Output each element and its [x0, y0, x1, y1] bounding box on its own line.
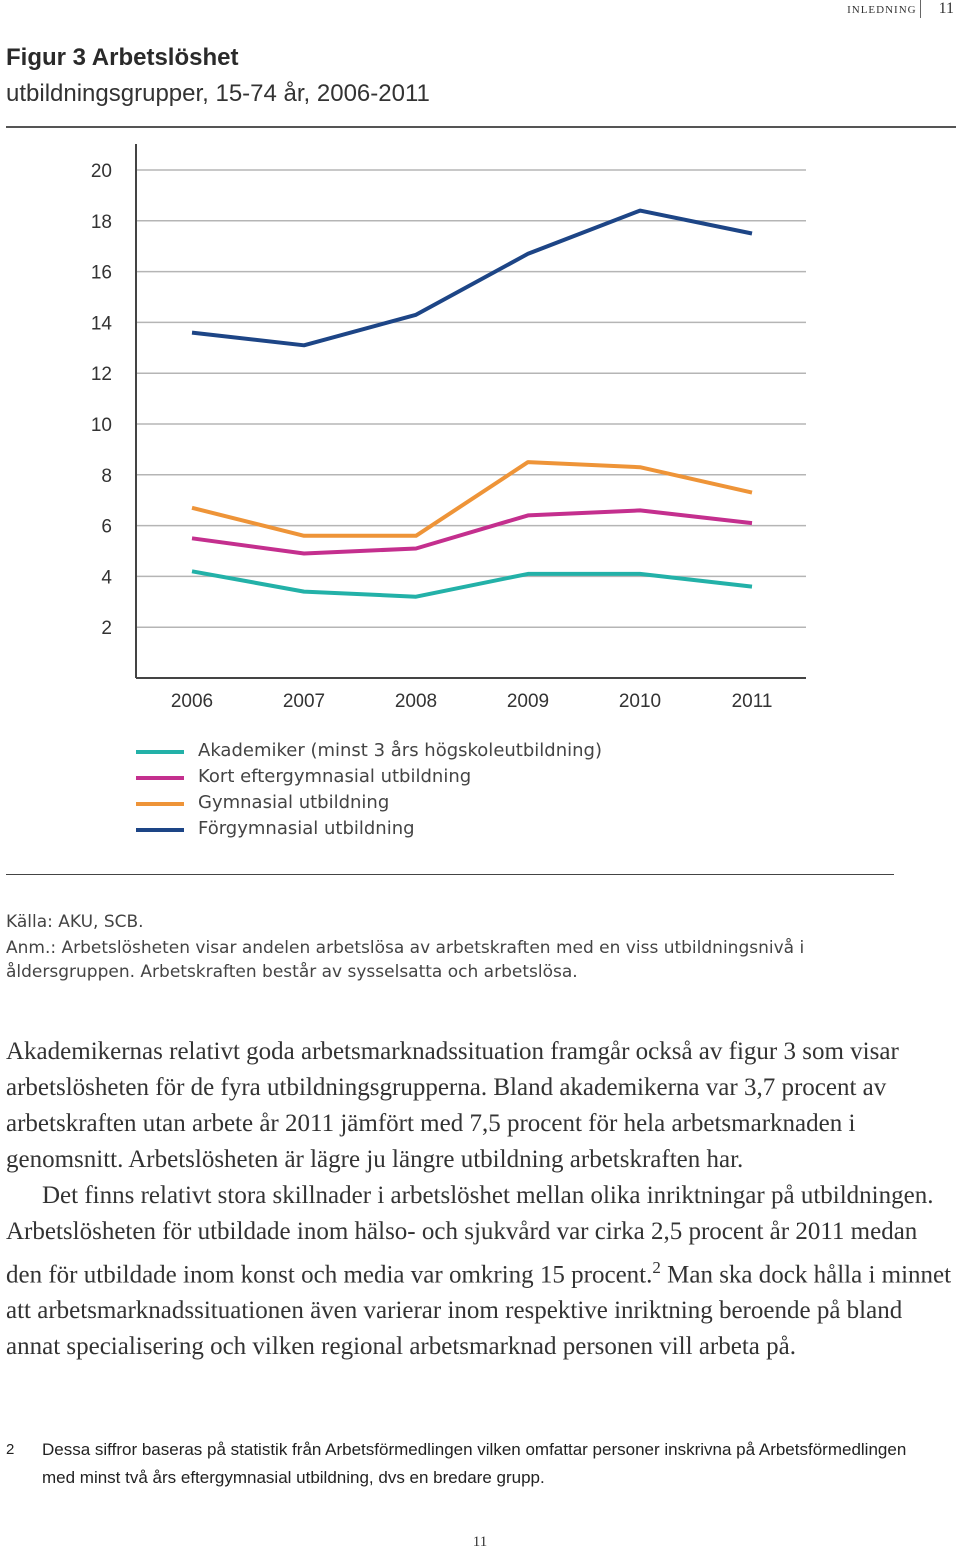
figure-bottom-rule: [6, 874, 894, 875]
legend-swatch-forgymnasial: [136, 828, 184, 832]
x-axis-ticks: [171, 691, 773, 712]
footnote-text: Dessa siffror baseras på statistik från Arbetsförmedlingen vilken omfattar personer inskrivna på Arbetsförmedlingen med minst två års eftergymnasial utbildning, dvs en bredare grupp.: [42, 1440, 907, 1487]
x-tick-label-2010: 2010: [618, 691, 662, 712]
y-tick-label-2: 2: [101, 618, 112, 640]
y-tick-label-10: 10: [90, 415, 112, 436]
series-line-akademiker: [192, 571, 752, 596]
running-header: [847, 0, 960, 18]
page-number: 11: [472, 1534, 488, 1550]
note-text: : Arbetslösheten visar andelen arbetslösa av arbetskraften med en viss utbildningsnivå i åldersgruppen. Arbetskraften består av sysselsatta och arbetslösa.: [6, 938, 805, 982]
y-tick-label-8: 8: [101, 465, 112, 487]
legend-label-forgymnasial: Förgymnasial utbildning: [198, 818, 415, 839]
y-tick-label-4: 4: [101, 567, 112, 589]
chart-gridlines: [136, 170, 806, 627]
legend-label-kort-eftergymnasial: Kort eftergymnasial utbildning: [198, 766, 472, 787]
y-axis-ticks: [91, 161, 113, 639]
x-tick-label-2006: 2006: [170, 691, 214, 712]
x-tick-label-2007: 2007: [282, 691, 326, 712]
header-divider: [920, 0, 921, 18]
figure-title: Figur 3 Arbetslöshet: [6, 44, 239, 71]
body-text: [6, 1034, 956, 1365]
x-tick-label-2011: 2011: [731, 691, 773, 712]
body-paragraph-2-start: Det finns relativt stora skillnader i arbetslöshet mellan olika inriktningar på utbildningen. Arbetslösheten för utbildade inom hälso- och sjukvård var cirka 2,5 procent år 2011 medan den för utbildade inom konst och media var omkring 15 procent.: [6, 1182, 934, 1289]
y-tick-label-18: 18: [90, 211, 112, 233]
y-tick-label-12: 12: [90, 364, 112, 386]
x-tick-label-2008: 2008: [394, 691, 438, 712]
body-paragraph-1: Akademikernas relativt goda arbetsmarknadssituation framgår också av figur 3 som visar arbetslösheten för de fyra utbildningsgrupperna. Bland akademikerna var 3,7 procent av arbetskraften utan arbete år 2011 jämfört med 7,5 procent för hela arbetsmarknaden i genomsnitt. Arbetslösheten är lägre ju längre utbildning arbetskraften har.: [6, 1038, 899, 1173]
body-paragraph-2: [6, 1178, 956, 1365]
legend-label-gymnasial: Gymnasial utbildning: [198, 792, 390, 813]
figure-source: Källa: AKU, SCB.: [6, 912, 144, 932]
y-tick-label-20: 20: [90, 161, 112, 182]
figure-subtitle: utbildningsgrupper, 15-74 år, 2006-2011: [6, 80, 430, 107]
legend-swatch-akademiker: [136, 750, 184, 754]
running-header-page: 11: [938, 0, 954, 17]
figure-note: [6, 936, 886, 984]
y-tick-label-16: 16: [90, 262, 112, 284]
chart-series: [192, 211, 752, 597]
figure-top-rule: [6, 126, 956, 128]
footnote-mark: 2: [6, 1441, 15, 1458]
series-line-forgymnasial: [192, 211, 752, 346]
series-line-kort-eftergymnasial: [192, 510, 752, 553]
legend-swatch-gymnasial: [136, 802, 184, 806]
legend-label-akademiker: Akademiker (minst 3 års högskoleutbildning): [198, 740, 602, 761]
series-line-gymnasial: [192, 462, 752, 536]
x-tick-label-2009: 2009: [506, 691, 550, 712]
body-paragraph-2-end: Man ska dock hålla i minnet att arbetsmarknadssituationen även varierar inom respektive inriktning beroende på bland annat specialisering och vilken regional arbetsmarknad personen vill arbeta på.: [6, 1261, 952, 1361]
y-tick-label-14: 14: [90, 313, 112, 335]
note-prefix: Anm.: [6, 938, 51, 958]
unemployment-line-chart: [0, 140, 960, 730]
footnote: [6, 1436, 936, 1492]
running-header-section: inledning: [847, 0, 917, 17]
footnote-reference: 2: [652, 1258, 661, 1277]
y-tick-label-6: 6: [101, 516, 112, 538]
legend-swatch-kort-eftergymnasial: [136, 776, 184, 780]
